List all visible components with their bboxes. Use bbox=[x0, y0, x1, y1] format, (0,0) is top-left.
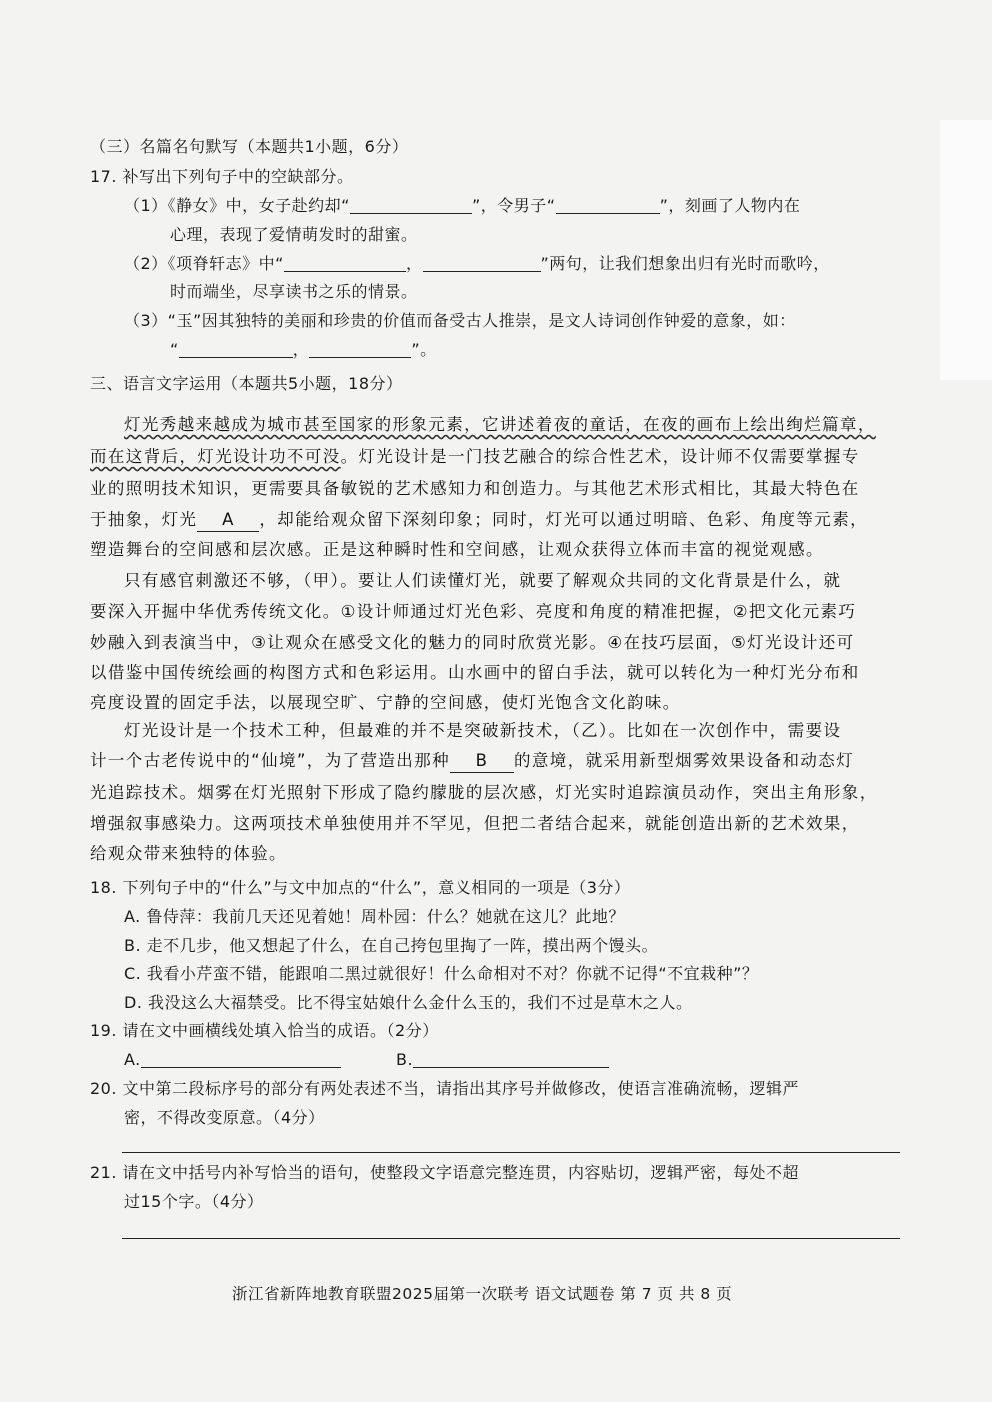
question-18-stem: 18. 下列句子中的“什么”与文中加点的“什么”，意义相同的一项是（3分） bbox=[90, 878, 631, 897]
answer-blank[interactable] bbox=[141, 1049, 341, 1068]
q17-item-1: （1）《静女》中，女子赴约却“ ”，令男子“ ”，刻画了人物内在 bbox=[124, 196, 801, 215]
q18-option-b[interactable]: B. 走不几步，他又想起了什么，在自己挎包里掏了一阵，摸出两个馒头。 bbox=[124, 936, 659, 955]
passage-line: 以借鉴中国传统绘画的构图方式和色彩运用。山水画中的留白手法，就可以转化为一种灯光分布和 bbox=[90, 663, 860, 682]
q17-item-1-cont: 心理，表现了爱情萌发时的甜蜜。 bbox=[170, 225, 418, 244]
q18-option-a[interactable]: A. 鲁侍萍：我前几天还见着她！周朴园：什么？她就在这儿？此地？ bbox=[124, 907, 625, 926]
part-heading: 三、语言文字运用（本题共5小题，18分） bbox=[90, 374, 403, 393]
passage-line: 要深入开掘中华优秀传统文化。①设计师通过灯光色彩、亮度和角度的精准把握，②把文化元素巧 bbox=[90, 602, 857, 621]
answer-blank[interactable] bbox=[309, 339, 411, 358]
passage-line: 只有感官刺激还不够，（甲）。要让人们读懂灯光，就要了解观众共同的文化背景是什么，就 bbox=[124, 571, 842, 590]
q17-item-3-cont: “ ， ”。 bbox=[170, 340, 437, 359]
q19-answer-b: B. bbox=[396, 1049, 609, 1071]
question-20-stem: 20. 文中第二段标序号的部分有两处表述不当，请指出其序号并做修改，使语言准确流畅，逻辑严 bbox=[90, 1079, 800, 1098]
passage-line: 灯光秀越来越成为城市甚至国家的形象元素，它讲述着夜的童话，在夜的画布上绘出绚烂篇章， bbox=[124, 415, 876, 434]
passage-line: 光追踪技术。烟雾在灯光照射下形成了隐约朦胧的层次感，灯光实时追踪演员动作，突出主角形象， bbox=[90, 783, 878, 802]
passage-line: 塑造舞台的空间感和层次感。正是这种瞬时性和空间感，让观众获得立体而丰富的视觉观感。 bbox=[90, 540, 824, 559]
answer-blank[interactable] bbox=[556, 195, 660, 214]
answer-line[interactable] bbox=[122, 1152, 900, 1153]
answer-blank[interactable] bbox=[413, 1049, 609, 1068]
question-19-stem: 19. 请在文中画横线处填入恰当的成语。（2分） bbox=[90, 1021, 439, 1040]
question-21-stem: 21. 请在文中括号内补写恰当的语句，使整段文字语意完整连贯，内容贴切，逻辑严密，每处不超 bbox=[90, 1163, 800, 1182]
answer-line[interactable] bbox=[122, 1238, 900, 1239]
passage-line: 亮度设置的固定手法，以展现空旷、宁静的空间感，使灯光饱含文化韵味。 bbox=[90, 693, 681, 712]
passage-line: 计一个古老传说中的“仙境”，为了营造出那种 B 的意境，就采用新型烟雾效果设备和动态灯 bbox=[90, 750, 854, 773]
answer-blank[interactable] bbox=[350, 195, 472, 214]
passage-line: 于抽象，灯光 A ，却能给观众留下深刻印象；同时，灯光可以通过明暗、色彩、角度等元素， bbox=[90, 509, 868, 532]
q17-item-3: （3）“玉”因其独特的美丽和珍贵的价值而备受古人推崇，是文人诗词创作钟爱的意象，如： bbox=[124, 311, 796, 330]
question-21-stem-cont: 过15个字。（4分） bbox=[124, 1192, 264, 1211]
q19-answer-a: A. bbox=[124, 1049, 341, 1071]
q18-option-c[interactable]: C. 我看小芹蛮不错，能跟咱二黑过就很好！什么命相对不对？你就不记得“不宜栽种”？ bbox=[124, 964, 759, 983]
answer-blank[interactable] bbox=[284, 253, 406, 272]
answer-blank[interactable] bbox=[179, 339, 293, 358]
answer-blank[interactable] bbox=[423, 253, 541, 272]
q17-item-2: （2）《项脊轩志》中“ ， ”两句，让我们想象出归有光时而歌吟， bbox=[124, 254, 830, 273]
passage-line: 灯光设计是一个技术工种，但最难的并不是突破新技术，（乙）。比如在一次创作中，需要设 bbox=[124, 721, 842, 740]
section-heading: （三）名篇名句默写（本题共1小题，6分） bbox=[90, 137, 409, 156]
q18-option-d[interactable]: D. 我没这么大福禁受。比不得宝姑娘什么金什么玉的，我们不过是草木之人。 bbox=[124, 993, 693, 1012]
passage-line: 业的照明技术知识，更需要具备敏锐的艺术感知力和创造力。与其他艺术形式相比，其最大特色在 bbox=[90, 479, 860, 498]
question-20-stem-cont: 密，不得改变原意。（4分） bbox=[124, 1108, 325, 1127]
passage-line: 妙融入到表演当中，③让观众在感受文化的魅力的同时欣赏光影。④在技巧层面，⑤灯光设计还可 bbox=[90, 633, 855, 652]
blank-b[interactable]: B bbox=[450, 750, 514, 773]
passage-line: 而在这背后，灯光设计功不可没。灯光设计是一门技艺融合的综合性艺术，设计师不仅需要掌握专 bbox=[90, 447, 860, 466]
question-17-stem: 17. 补写出下列句子中的空缺部分。 bbox=[90, 167, 354, 186]
scan-edge bbox=[940, 120, 992, 380]
page-footer: 浙江省新阵地教育联盟2025届第一次联考 语文试题卷 第 7 页 共 8 页 bbox=[232, 1285, 733, 1303]
q17-item-2-cont: 时而端坐，尽享读书之乐的情景。 bbox=[170, 282, 418, 301]
blank-a[interactable]: A bbox=[197, 509, 259, 532]
passage-line: 增强叙事感染力。这两项技术单独使用并不罕见，但把二者结合起来，就能创造出新的艺术效果， bbox=[90, 814, 860, 833]
passage-line: 给观众带来独特的体验。 bbox=[90, 844, 287, 863]
